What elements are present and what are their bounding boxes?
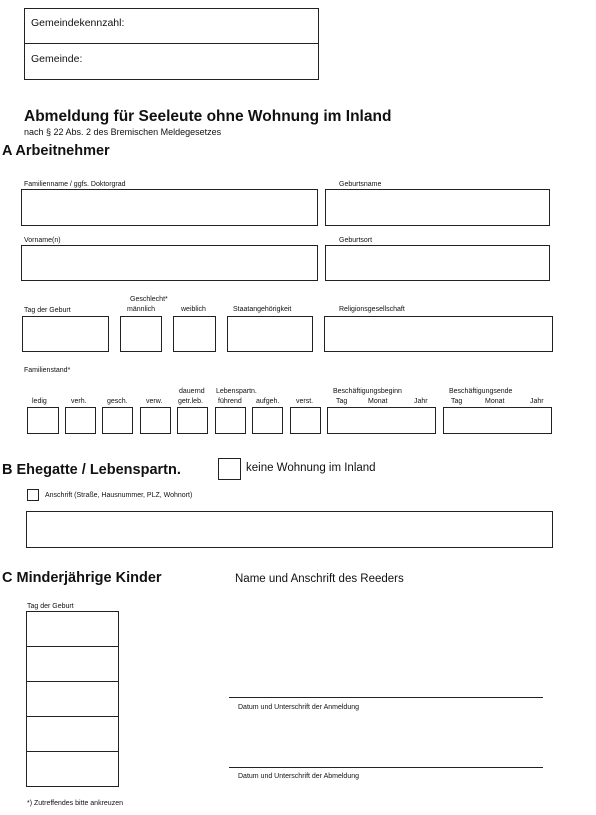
beschaeftigungsende-label: Beschäftigungsende	[449, 388, 513, 395]
maennlich-checkbox[interactable]	[120, 316, 162, 352]
beschaeftigungsende-field[interactable]	[443, 407, 552, 434]
kind-3-geburtsdatum-field[interactable]	[27, 682, 118, 715]
familienname-field[interactable]	[21, 189, 318, 226]
beginn-jahr-label: Jahr	[414, 398, 428, 405]
ledig-label: ledig	[32, 398, 47, 405]
ledig-checkbox[interactable]	[27, 407, 59, 434]
verst-checkbox[interactable]	[290, 407, 321, 434]
gesch-label: gesch.	[107, 398, 128, 405]
geburtsname-label: Geburtsname	[339, 181, 382, 188]
getr-leb-label: getr.leb.	[178, 398, 203, 405]
vorname-field[interactable]	[21, 245, 318, 281]
staatsangehoerigkeit-field[interactable]	[227, 316, 313, 352]
section-a-heading: A Arbeitnehmer	[2, 143, 110, 159]
anmeldung-signature-label: Datum und Unterschrift der Anmeldung	[238, 704, 360, 711]
tag-der-geburt-field[interactable]	[22, 316, 109, 352]
weiblich-label: weiblich	[181, 306, 206, 313]
form-title: Abmeldung für Seeleute ohne Wohnung im Inland	[24, 108, 392, 125]
reeder-label: Name und Anschrift des Reeders	[235, 573, 404, 585]
beginn-tag-label: Tag	[336, 398, 348, 405]
geburtsort-label: Geburtsort	[339, 237, 373, 244]
fuehrend-label: führend	[218, 398, 242, 405]
dauernd-label: dauernd	[179, 388, 205, 395]
getr-leb-checkbox[interactable]	[177, 407, 208, 434]
ende-jahr-label: Jahr	[530, 398, 544, 405]
religionsgesellschaft-field[interactable]	[324, 316, 553, 352]
verw-checkbox[interactable]	[140, 407, 171, 434]
section-b-heading: B Ehegatte / Lebenspartn.	[2, 462, 181, 478]
verh-label: verh.	[71, 398, 87, 405]
verst-label: verst.	[296, 398, 314, 405]
section-c-heading: C Minderjährige Kinder	[2, 570, 162, 586]
abmeldung-signature-label: Datum und Unterschrift der Abmeldung	[238, 773, 360, 780]
familienstand-label: Familienstand*	[24, 367, 71, 374]
gesch-checkbox[interactable]	[102, 407, 133, 434]
anmeldung-signature-line[interactable]	[229, 697, 543, 698]
tag-der-geburt-label: Tag der Geburt	[24, 307, 71, 314]
verw-label: verw.	[146, 398, 163, 405]
beschaeftigungsbeginn-field[interactable]	[327, 407, 436, 434]
verh-checkbox[interactable]	[65, 407, 96, 434]
gemeindekennzahl-field[interactable]	[130, 10, 317, 40]
weiblich-checkbox[interactable]	[173, 316, 216, 352]
anschrift-field[interactable]	[26, 511, 553, 548]
kind-4-geburtsdatum-field[interactable]	[27, 717, 118, 750]
keine-wohnung-label: keine Wohnung im Inland	[246, 462, 376, 474]
vorname-label: Vorname(n)	[24, 237, 61, 244]
kind-5-geburtsdatum-field[interactable]	[27, 752, 118, 785]
gemeinde-label: Gemeinde:	[31, 53, 83, 65]
form-subtitle: nach § 22 Abs. 2 des Bremischen Meldegesetzes	[24, 127, 222, 137]
kinder-tag-der-geburt-label: Tag der Geburt	[27, 603, 74, 610]
religionsgesellschaft-label: Religionsgesellschaft	[339, 306, 405, 313]
lebenspartn-label: Lebenspartn.	[216, 388, 257, 395]
anschrift-label: Anschrift (Straße, Hausnummer, PLZ, Wohnort)	[45, 492, 193, 499]
gemeinde-field[interactable]	[95, 44, 317, 78]
gemeindekennzahl-label: Gemeindekennzahl:	[31, 17, 125, 29]
keine-wohnung-checkbox[interactable]	[218, 458, 241, 480]
kind-2-geburtsdatum-field[interactable]	[27, 647, 118, 680]
lebenspartn-fuehrend-checkbox[interactable]	[215, 407, 246, 434]
aufgeh-label: aufgeh.	[256, 398, 280, 405]
anschrift-checkbox[interactable]	[27, 489, 39, 501]
ende-tag-label: Tag	[451, 398, 463, 405]
lebenspartn-aufgeh-checkbox[interactable]	[252, 407, 283, 434]
staatsangehoerigkeit-label: Staatangehörigkeit	[233, 306, 292, 313]
geburtsort-field[interactable]	[325, 245, 550, 281]
maennlich-label: männlich	[127, 306, 156, 313]
beschaeftigungsbeginn-label: Beschäftigungsbeginn	[333, 388, 402, 395]
geburtsname-field[interactable]	[325, 189, 550, 226]
geschlecht-label: Geschlecht*	[130, 296, 168, 303]
abmeldung-signature-line[interactable]	[229, 767, 543, 768]
beginn-monat-label: Monat	[368, 398, 388, 405]
footnote: *) Zutreffendes bitte ankreuzen	[27, 800, 123, 807]
familienname-label: Familienname / ggfs. Doktorgrad	[24, 181, 126, 188]
kind-1-geburtsdatum-field[interactable]	[27, 612, 118, 645]
ende-monat-label: Monat	[485, 398, 505, 405]
